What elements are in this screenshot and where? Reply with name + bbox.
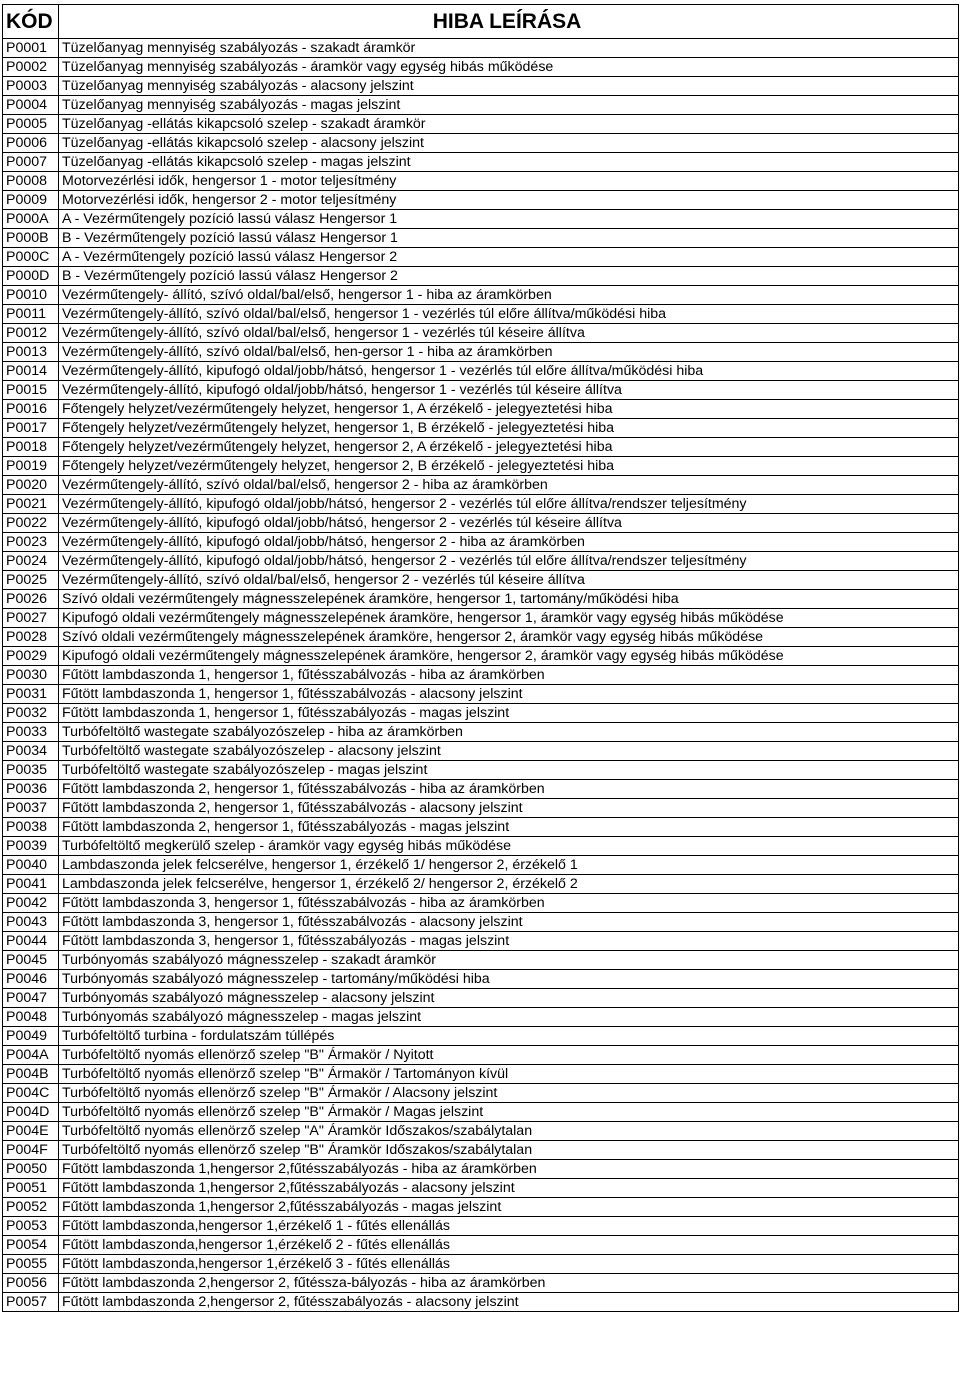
fault-description: Fűtött lambdaszonda 3, hengersor 1, fűtésszabályozás - magas jelszint bbox=[59, 932, 959, 951]
fault-description: Motorvezérlési idők, hengersor 1 - motor teljesítmény bbox=[59, 172, 959, 191]
fault-description: Turbófeltöltő megkerülő szelep - áramkör vagy egység hibás működése bbox=[59, 837, 959, 856]
table-row bbox=[3, 153, 959, 172]
fault-description: Vezérműtengely-állító, kipufogó oldal/jobb/hátsó, hengersor 2 - hiba az áramkörben bbox=[59, 533, 959, 552]
table-row bbox=[3, 324, 959, 343]
table-row bbox=[3, 647, 959, 666]
table-row bbox=[3, 191, 959, 210]
table-row bbox=[3, 571, 959, 590]
table-row bbox=[3, 1008, 959, 1027]
table-row bbox=[3, 400, 959, 419]
fault-code: P0044 bbox=[3, 932, 59, 951]
table-row bbox=[3, 343, 959, 362]
table-row bbox=[3, 58, 959, 77]
fault-description: B - Vezérműtengely pozíció lassú válasz Hengersor 2 bbox=[59, 267, 959, 286]
code-column-header: KÓD bbox=[3, 5, 59, 39]
fault-description: Vezérműtengely-állító, szívó oldal/bal/első, hengersor 1 - vezérlés túl késeire állítva bbox=[59, 324, 959, 343]
fault-code: P0033 bbox=[3, 723, 59, 742]
fault-description: Fűtött lambdaszonda 2, hengersor 1, fűtésszabálvozás - hiba az áramkörben bbox=[59, 780, 959, 799]
fault-description: Motorvezérlési idők, hengersor 2 - motor teljesítmény bbox=[59, 191, 959, 210]
table-row bbox=[3, 39, 959, 58]
table-row bbox=[3, 552, 959, 571]
fault-code: P0055 bbox=[3, 1255, 59, 1274]
fault-description: Fűtött lambdaszonda 1, hengersor 1, fűtésszabálvozás - alacsony jelszint bbox=[59, 685, 959, 704]
fault-code: P0040 bbox=[3, 856, 59, 875]
fault-description: Tüzelőanyag mennyiség szabályozás - áramkör vagy egység hibás működése bbox=[59, 58, 959, 77]
table-row bbox=[3, 457, 959, 476]
fault-description: Vezérműtengely-állító, szívó oldal/bal/első, hengersor 2 - hiba az áramkörben bbox=[59, 476, 959, 495]
fault-description: Tüzelőanyag -ellátás kikapcsoló szelep - magas jelszint bbox=[59, 153, 959, 172]
fault-code: P0035 bbox=[3, 761, 59, 780]
table-row bbox=[3, 856, 959, 875]
fault-code: P0010 bbox=[3, 286, 59, 305]
fault-code: P000C bbox=[3, 248, 59, 267]
fault-code: P0021 bbox=[3, 495, 59, 514]
fault-code: P0045 bbox=[3, 951, 59, 970]
fault-description: Fűtött lambdaszonda 1,hengersor 2,fűtésszabályozás - alacsony jelszint bbox=[59, 1179, 959, 1198]
fault-code: P0028 bbox=[3, 628, 59, 647]
fault-code: P0032 bbox=[3, 704, 59, 723]
fault-code: P000A bbox=[3, 210, 59, 229]
table-row bbox=[3, 495, 959, 514]
fault-description: Vezérműtengely-állító, kipufogó oldal/jobb/hátsó, hengersor 1 - vezérlés túl előre állítva/működési hiba bbox=[59, 362, 959, 381]
table-row bbox=[3, 1046, 959, 1065]
fault-code: P0009 bbox=[3, 191, 59, 210]
table-row bbox=[3, 1065, 959, 1084]
table-row bbox=[3, 1255, 959, 1274]
fault-description: Fűtött lambdaszonda,hengersor 1,érzékelő 3 - fűtés ellenállás bbox=[59, 1255, 959, 1274]
fault-description: Tüzelőanyag mennyiség szabályozás - magas jelszint bbox=[59, 96, 959, 115]
fault-code: P0026 bbox=[3, 590, 59, 609]
fault-code: P0049 bbox=[3, 1027, 59, 1046]
table-row bbox=[3, 362, 959, 381]
fault-description: Fűtött lambdaszonda 2,hengersor 2, fűtésszabályozás - alacsony jelszint bbox=[59, 1293, 959, 1312]
table-row bbox=[3, 1274, 959, 1293]
fault-code: P0057 bbox=[3, 1293, 59, 1312]
table-row bbox=[3, 1160, 959, 1179]
fault-description: Fűtött lambdaszonda 3, hengersor 1, fűtésszabálvozás - alacsony jelszint bbox=[59, 913, 959, 932]
fault-code: P0034 bbox=[3, 742, 59, 761]
fault-code: P0025 bbox=[3, 571, 59, 590]
table-row bbox=[3, 970, 959, 989]
fault-code: P0013 bbox=[3, 343, 59, 362]
fault-description: Kipufogó oldali vezérműtengely mágnesszelepének áramköre, hengersor 2, áramkör vagy egység hibás működése bbox=[59, 647, 959, 666]
fault-description: Turbófeltöltő wastegate szabályozószelep - hiba az áramkörben bbox=[59, 723, 959, 742]
fault-description: Szívó oldali vezérműtengely mágnesszelepének áramköre, hengersor 2, áramkör vagy egység hibás működése bbox=[59, 628, 959, 647]
table-row bbox=[3, 476, 959, 495]
table-row bbox=[3, 1141, 959, 1160]
fault-description: Tüzelőanyag mennyiség szabályozás - szakadt áramkör bbox=[59, 39, 959, 58]
fault-code: P0052 bbox=[3, 1198, 59, 1217]
table-row bbox=[3, 514, 959, 533]
fault-description: Turbófeltöltő wastegate szabályozószelep - magas jelszint bbox=[59, 761, 959, 780]
table-row bbox=[3, 1122, 959, 1141]
fault-code: P0015 bbox=[3, 381, 59, 400]
fault-code: P0023 bbox=[3, 533, 59, 552]
fault-code: P0046 bbox=[3, 970, 59, 989]
fault-code: P004F bbox=[3, 1141, 59, 1160]
table-row bbox=[3, 742, 959, 761]
table-row bbox=[3, 590, 959, 609]
fault-description: Turbónyomás szabályozó mágnesszelep - magas jelszint bbox=[59, 1008, 959, 1027]
fault-description: Tüzelőanyag -ellátás kikapcsoló szelep - szakadt áramkör bbox=[59, 115, 959, 134]
fault-code: P004E bbox=[3, 1122, 59, 1141]
fault-code: P0022 bbox=[3, 514, 59, 533]
table-row bbox=[3, 1236, 959, 1255]
table-row bbox=[3, 229, 959, 248]
table-row bbox=[3, 115, 959, 134]
table-row bbox=[3, 666, 959, 685]
table-row bbox=[3, 628, 959, 647]
fault-code: P0011 bbox=[3, 305, 59, 324]
fault-description: Turbófeltöltő nyomás ellenörző szelep "B" Ármakör / Magas jelszint bbox=[59, 1103, 959, 1122]
table-row bbox=[3, 1293, 959, 1312]
table-row bbox=[3, 875, 959, 894]
fault-code: P0018 bbox=[3, 438, 59, 457]
fault-description: Tüzelőanyag mennyiség szabályozás - alacsony jelszint bbox=[59, 77, 959, 96]
fault-code: P0051 bbox=[3, 1179, 59, 1198]
table-row bbox=[3, 172, 959, 191]
fault-description: Turbónyomás szabályozó mágnesszelep - szakadt áramkör bbox=[59, 951, 959, 970]
fault-description: Turbófeltöltő nyomás ellenörző szelep "B" Ármakör / Nyitott bbox=[59, 1046, 959, 1065]
fault-description: Turbófeltöltő nyomás ellenörző szelep "A" Áramkör Időszakos/szabálytalan bbox=[59, 1122, 959, 1141]
fault-code: P0005 bbox=[3, 115, 59, 134]
fault-code: P0016 bbox=[3, 400, 59, 419]
table-row bbox=[3, 96, 959, 115]
table-row bbox=[3, 438, 959, 457]
fault-code: P0031 bbox=[3, 685, 59, 704]
fault-code: P0020 bbox=[3, 476, 59, 495]
fault-description: Fűtött lambdaszonda,hengersor 1,érzékelő 2 - fűtés ellenállás bbox=[59, 1236, 959, 1255]
fault-description: Főtengely helyzet/vezérműtengely helyzet, hengersor 2, B érzékelő - jelegyeztetési hiba bbox=[59, 457, 959, 476]
fault-description: Vezérműtengely-állító, szívó oldal/bal/első, hengersor 1 - vezérlés túl előre állítva/működési hiba bbox=[59, 305, 959, 324]
fault-code: P0024 bbox=[3, 552, 59, 571]
fault-description: Turbófeltöltő nyomás ellenörző szelep "B" Áramkör Időszakos/szabálytalan bbox=[59, 1141, 959, 1160]
fault-code: P004D bbox=[3, 1103, 59, 1122]
table-row bbox=[3, 533, 959, 552]
table-row bbox=[3, 723, 959, 742]
fault-code: P0006 bbox=[3, 134, 59, 153]
fault-code: P0027 bbox=[3, 609, 59, 628]
fault-description: Fűtött lambdaszonda,hengersor 1,érzékelő 1 - fűtés ellenállás bbox=[59, 1217, 959, 1236]
fault-code: P0054 bbox=[3, 1236, 59, 1255]
fault-code: P0056 bbox=[3, 1274, 59, 1293]
table-row bbox=[3, 381, 959, 400]
fault-code: P0036 bbox=[3, 780, 59, 799]
table-row bbox=[3, 913, 959, 932]
table-row bbox=[3, 1179, 959, 1198]
table-row bbox=[3, 1103, 959, 1122]
table-row bbox=[3, 267, 959, 286]
fault-code: P0029 bbox=[3, 647, 59, 666]
table-row bbox=[3, 286, 959, 305]
fault-code: P0042 bbox=[3, 894, 59, 913]
table-row bbox=[3, 134, 959, 153]
fault-code: P0001 bbox=[3, 39, 59, 58]
fault-code: P0003 bbox=[3, 77, 59, 96]
fault-description: Turbónyomás szabályozó mágnesszelep - tartomány/működési hiba bbox=[59, 970, 959, 989]
fault-description: A - Vezérműtengely pozíció lassú válasz Hengersor 1 bbox=[59, 210, 959, 229]
table-row bbox=[3, 248, 959, 267]
table-row bbox=[3, 1198, 959, 1217]
fault-code: P0030 bbox=[3, 666, 59, 685]
fault-description: Turbófeltöltő wastegate szabályozószelep - alacsony jelszint bbox=[59, 742, 959, 761]
fault-code: P0041 bbox=[3, 875, 59, 894]
fault-description: Fűtött lambdaszonda 2, hengersor 1, fűtésszabálvozás - alacsony jelszint bbox=[59, 799, 959, 818]
fault-code: P0004 bbox=[3, 96, 59, 115]
fault-code: P0038 bbox=[3, 818, 59, 837]
fault-description: Vezérműtengely-állító, kipufogó oldal/jobb/hátsó, hengersor 2 - vezérlés túl késeire állítva bbox=[59, 514, 959, 533]
table-row bbox=[3, 894, 959, 913]
fault-description: Kipufogó oldali vezérműtengely mágnesszelepének áramköre, hengersor 1, áramkör vagy egység hibás működése bbox=[59, 609, 959, 628]
fault-description: Főtengely helyzet/vezérműtengely helyzet, hengersor 2, A érzékelő - jelegyeztetési hiba bbox=[59, 438, 959, 457]
fault-code: P004B bbox=[3, 1065, 59, 1084]
fault-code: P0008 bbox=[3, 172, 59, 191]
fault-description: B - Vezérműtengely pozíció lassú válasz Hengersor 1 bbox=[59, 229, 959, 248]
fault-description: Tüzelőanyag -ellátás kikapcsoló szelep - alacsony jelszint bbox=[59, 134, 959, 153]
fault-code: P0043 bbox=[3, 913, 59, 932]
fault-code: P0017 bbox=[3, 419, 59, 438]
table-row bbox=[3, 818, 959, 837]
fault-code: P0012 bbox=[3, 324, 59, 343]
fault-description: Főtengely helyzet/vezérműtengely helyzet, hengersor 1, A érzékelő - jelegyeztetési hiba bbox=[59, 400, 959, 419]
table-row bbox=[3, 1084, 959, 1103]
fault-description: Fűtött lambdaszonda 1,hengersor 2,fűtésszabályozás - hiba az áramkörben bbox=[59, 1160, 959, 1179]
table-row bbox=[3, 609, 959, 628]
fault-description: Vezérműtengely-állító, szívó oldal/bal/első, hen-gersor 1 - hiba az áramkörben bbox=[59, 343, 959, 362]
fault-description: Turbófeltöltő nyomás ellenörző szelep "B" Ármakör / Alacsony jelszint bbox=[59, 1084, 959, 1103]
fault-description: Szívó oldali vezérműtengely mágnesszelepének áramköre, hengersor 1, tartomány/működési hiba bbox=[59, 590, 959, 609]
fault-description: Turbófeltöltő turbina - fordulatszám túllépés bbox=[59, 1027, 959, 1046]
fault-description: Lambdaszonda jelek felcserélve, hengersor 1, érzékelő 1/ hengersor 2, érzékelő 1 bbox=[59, 856, 959, 875]
fault-description: Vezérműtengely-állító, szívó oldal/bal/első, hengersor 2 - vezérlés túl késeire állítva bbox=[59, 571, 959, 590]
fault-description: Fűtött lambdaszonda 1, hengersor 1, fűtésszabálvozás - hiba az áramkörben bbox=[59, 666, 959, 685]
fault-description: Vezérműtengely-állító, kipufogó oldal/jobb/hátsó, hengersor 2 - vezérlés túl előre állítva/rendszer teljesítmény bbox=[59, 495, 959, 514]
table-row bbox=[3, 1217, 959, 1236]
fault-code: P0039 bbox=[3, 837, 59, 856]
table-row bbox=[3, 951, 959, 970]
fault-description: Fűtött lambdaszonda 1,hengersor 2,fűtésszabályozás - magas jelszint bbox=[59, 1198, 959, 1217]
table-header-row bbox=[3, 5, 959, 39]
fault-description: Fűtött lambdaszonda 2, hengersor 1, fűtésszabályozás - magas jelszint bbox=[59, 818, 959, 837]
table-row bbox=[3, 419, 959, 438]
fault-description: Fűtött lambdaszonda 3, hengersor 1, fűtésszabálvozás - hiba az áramkörben bbox=[59, 894, 959, 913]
fault-description: Lambdaszonda jelek felcserélve, hengersor 1, érzékelő 2/ hengersor 2, érzékelő 2 bbox=[59, 875, 959, 894]
fault-description: Vezérműtengely- állító, szívó oldal/bal/első, hengersor 1 - hiba az áramkörben bbox=[59, 286, 959, 305]
table-row bbox=[3, 799, 959, 818]
fault-description: Fűtött lambdaszonda 2,hengersor 2, fűtéssza-bályozás - hiba az áramkörben bbox=[59, 1274, 959, 1293]
table-row bbox=[3, 77, 959, 96]
table-row bbox=[3, 761, 959, 780]
table-row bbox=[3, 210, 959, 229]
fault-code: P0037 bbox=[3, 799, 59, 818]
fault-code: P0048 bbox=[3, 1008, 59, 1027]
description-column-header: HIBA LEÍRÁSA bbox=[59, 5, 959, 39]
fault-description: Főtengely helyzet/vezérműtengely helyzet, hengersor 1, B érzékelő - jelegyeztetési hiba bbox=[59, 419, 959, 438]
fault-code: P0053 bbox=[3, 1217, 59, 1236]
table-row bbox=[3, 685, 959, 704]
table-row bbox=[3, 704, 959, 723]
table-row bbox=[3, 1027, 959, 1046]
fault-code-rows bbox=[3, 39, 959, 1312]
table-row bbox=[3, 780, 959, 799]
fault-code: P0007 bbox=[3, 153, 59, 172]
table-row bbox=[3, 837, 959, 856]
fault-description: Fűtött lambdaszonda 1, hengersor 1, fűtésszabályozás - magas jelszint bbox=[59, 704, 959, 723]
fault-description: Vezérműtengely-állító, kipufogó oldal/jobb/hátsó, hengersor 2 - vezérlés túl előre állítva/rendszer teljesítmény bbox=[59, 552, 959, 571]
table-row bbox=[3, 989, 959, 1008]
fault-code: P0047 bbox=[3, 989, 59, 1008]
fault-code-table bbox=[2, 4, 959, 1312]
table-row bbox=[3, 932, 959, 951]
fault-code: P0014 bbox=[3, 362, 59, 381]
fault-code: P000B bbox=[3, 229, 59, 248]
fault-code: P0002 bbox=[3, 58, 59, 77]
fault-code: P0050 bbox=[3, 1160, 59, 1179]
fault-description: Turbónyomás szabályozó mágnesszelep - alacsony jelszint bbox=[59, 989, 959, 1008]
fault-code: P004A bbox=[3, 1046, 59, 1065]
fault-description: A - Vezérműtengely pozíció lassú válasz Hengersor 2 bbox=[59, 248, 959, 267]
fault-description: Turbófeltöltő nyomás ellenörző szelep "B" Ármakör / Tartományon kívül bbox=[59, 1065, 959, 1084]
fault-code: P0019 bbox=[3, 457, 59, 476]
table-row bbox=[3, 305, 959, 324]
fault-code: P004C bbox=[3, 1084, 59, 1103]
fault-description: Vezérműtengely-állító, kipufogó oldal/jobb/hátsó, hengersor 1 - vezérlés túl késeire állítva bbox=[59, 381, 959, 400]
fault-code: P000D bbox=[3, 267, 59, 286]
